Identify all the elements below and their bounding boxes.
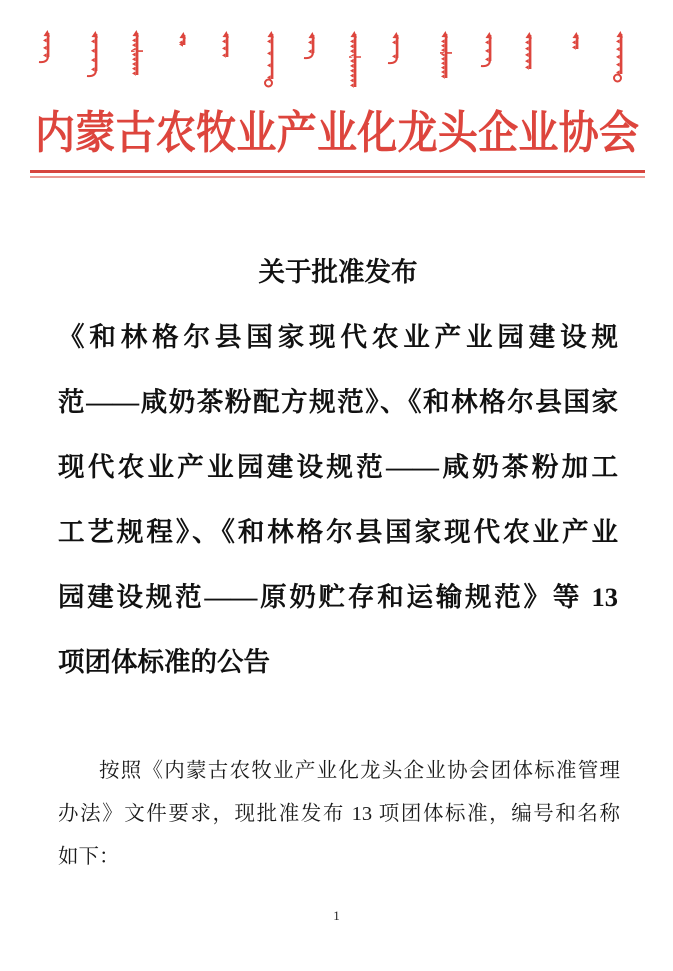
- title-line-6: 园建设规范——原奶贮存和运输规范》等 13: [58, 582, 618, 612]
- title-line-1: 关于批准发布: [258, 257, 418, 287]
- document-title: [58, 240, 618, 695]
- double-rule: [30, 170, 645, 178]
- mongolian-script-row: [0, 0, 673, 100]
- body-line-3: 如下：: [58, 846, 120, 868]
- title-line-5: 工艺规程》、《和林格尔县国家现代农业产业: [58, 517, 618, 547]
- title-line-3: 范——咸奶茶粉配方规范》、《和林格尔县国家: [58, 387, 618, 417]
- rule-top-line: [30, 170, 645, 173]
- rule-bottom-line: [30, 176, 645, 178]
- title-line-4: 现代农业产业园建设规范——咸奶茶粉加工: [58, 452, 618, 482]
- title-line-2: 《和林格尔县国家现代农业产业园建设规: [58, 322, 618, 352]
- page-number: 1: [333, 908, 340, 923]
- title-line-7: 项团体标准的公告: [58, 647, 270, 677]
- body-line-1: 按照《内蒙古农牧业产业化龙头企业协会团体标准管理: [99, 760, 620, 782]
- org-name-chinese: 内蒙古农牧业产业化龙头企业协会: [35, 107, 639, 158]
- body-line-2: 办法》文件要求，现批准发布 13 项团体标准，编号和名称: [58, 803, 620, 825]
- body-paragraph: [58, 750, 620, 879]
